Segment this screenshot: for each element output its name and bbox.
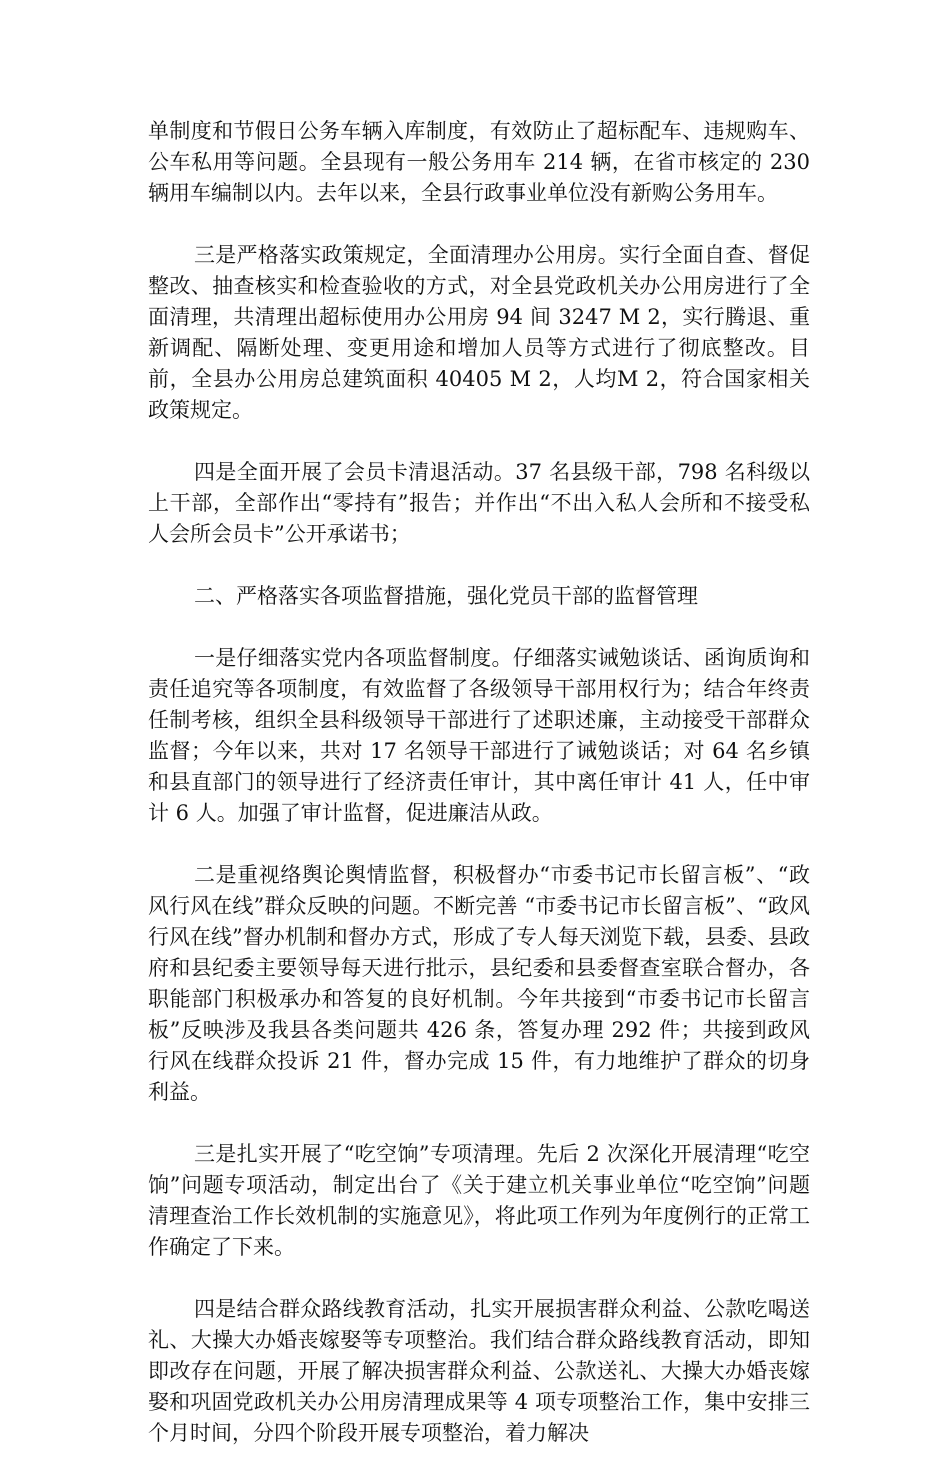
paragraph-ghost-payroll-cleanup: 三是扎实开展了“吃空饷”专项清理。先后 2 次深化开展清理“吃空饷”问题专项活动，制定出台了《关于建立机关事业单位“吃空饷”问题清理查治工作长效机制的实施意见》，将此项工作列为年度例行的正常工作确定了下来。 [148,1142,810,1259]
paragraph-public-opinion-supervision: 二是重视络舆论舆情监督，积极督办“市委书记市长留言板”、“政风行风在线”群众反映的问题。不断完善 “市委书记市长留言板”、“政风行风在线”督办机制和督办方式，形成了专人每天浏览下载，县委、县政府和县纪委主要领导每天进行批示，县纪委和县委督查室联合督办，各职能部门积极承办和答复的良好机制。今年共接到“市委书记市长留言板”反映涉及我县各类问题共 426 条，答复办理 292 件；共接到政风行风在线群众投诉 21 件，督办完成 15 件，有力地维护了群众的切身利益。 [148,863,810,1104]
paragraph-internal-supervision: 一是仔细落实党内各项监督制度。仔细落实诫勉谈话、函询质询和责任追究等各项制度，有效监督了各级领导干部用权行为；结合年终责任制考核，组织全县科级领导干部进行了述职述廉，主动接受干部群众监督；今年以来，共对 17 名领导干部进行了诫勉谈话；对 64 名乡镇和县直部门的领导进行了经济责任审计，其中离任审计 41 人，任中审计 6 人。加强了审计监督，促进廉洁从政。 [148,646,810,825]
paragraph-office-space-cleanup: 三是严格落实政策规定，全面清理办公用房。实行全面自查、督促整改、抽查核实和检查验收的方式，对全县党政机关办公用房进行了全面清理，共清理出超标使用办公用房 94 间 3247 M 2，实行腾退、重新调配、隔断处理、变更用途和增加人员等方式进行了彻底整改。目前，全县办公用房总建筑面积 40405 M 2，人均M 2，符合国家相关政策规定。 [148,243,810,422]
paragraph-special-rectification: 四是结合群众路线教育活动，扎实开展损害群众利益、公款吃喝送礼、大操大办婚丧嫁娶等专项整治。我们结合群众路线教育活动，即知即改存在问题，开展了解决损害群众利益、公款送礼、大操大办婚丧嫁娶和巩固党政机关办公用房清理成果等 4 项专项整治工作，集中安排三个月时间，分四个阶段开展专项整治，着力解决 [148,1297,810,1445]
paragraph-membership-card-cleanup: 四是全面开展了会员卡清退活动。37 名县级干部，798 名科级以上干部，全部作出“零持有”报告；并作出“不出入私人会所和不接受私人会所会员卡”公开承诺书； [148,460,810,546]
section-heading-supervision: 二、严格落实各项监督措施，强化党员干部的监督管理 [194,584,698,608]
paragraph-vehicle-management: 单制度和节假日公务车辆入库制度，有效防止了超标配车、违规购车、公车私用等问题。全县现有一般公务用车 214 辆，在省市核定的 230 辆用车编制以内。去年以来，全县行政事业单位没有新购公务用车。 [148,119,810,205]
document-body [148,116,810,1480]
